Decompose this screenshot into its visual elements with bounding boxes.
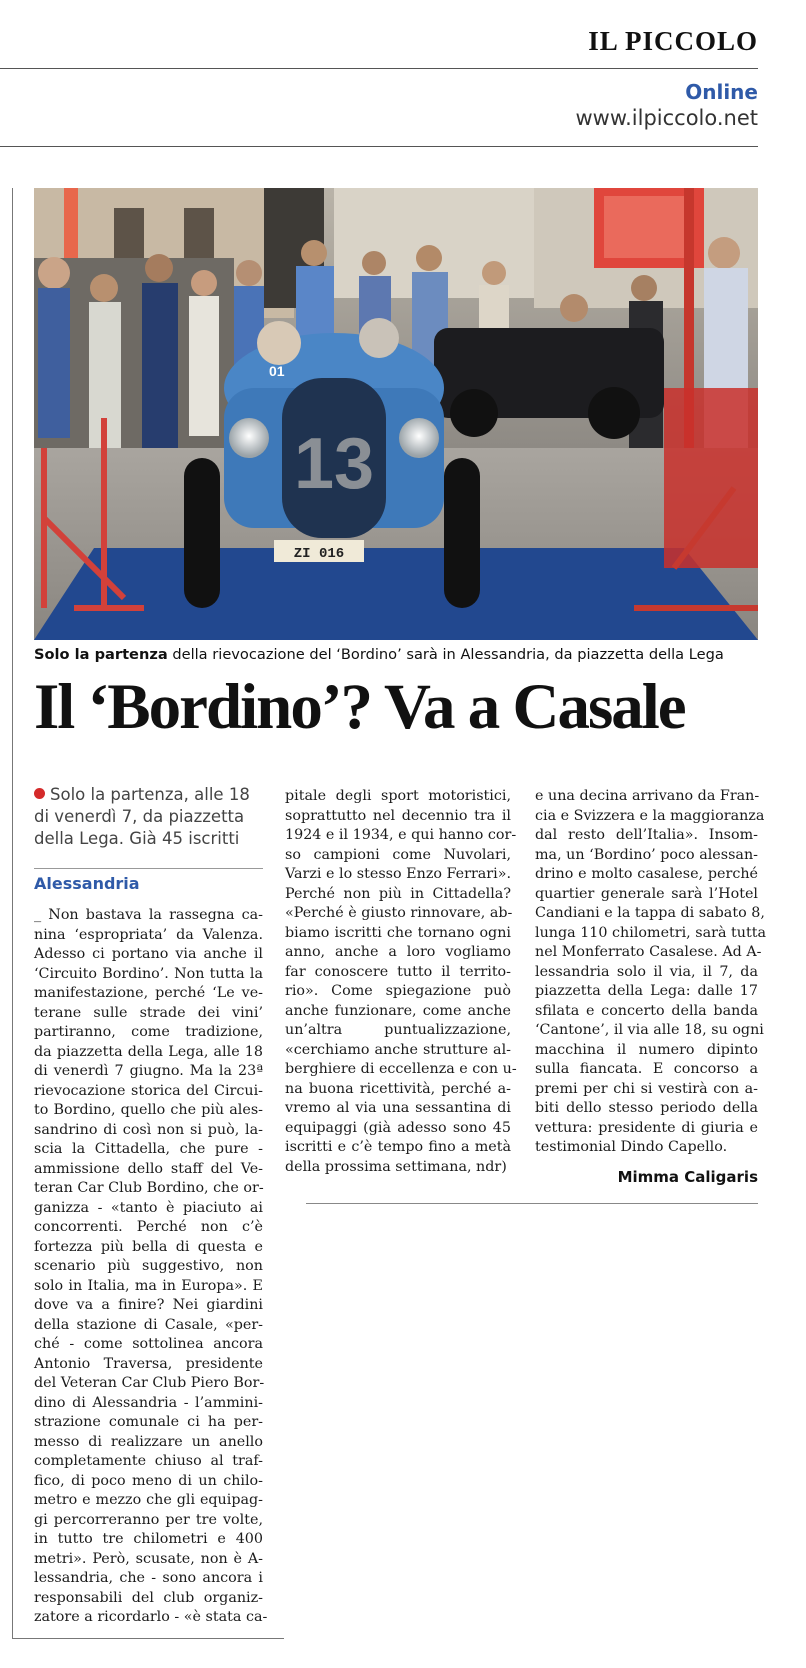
article-text-line: dove va a finire? Nei giardini xyxy=(34,1297,263,1313)
headline: Il ‘Bordino’? Va a Casale xyxy=(34,671,685,743)
article-text-line: nina ‘espropriata’ da Valenza. xyxy=(34,926,263,943)
article-text-line: macchina il numero dipinto xyxy=(535,1041,758,1058)
article-text-line: terane sulle strade dei vini’ xyxy=(34,1004,263,1021)
byline: Mimma Caligaris xyxy=(617,1168,758,1186)
article-text-line: lunga 110 chilometri, sarà tutta xyxy=(535,924,766,941)
article-text-line: biti dello stesso periodo della xyxy=(535,1100,758,1116)
article-text-line: ma, un ‘Bordino’ poco alessan- xyxy=(535,846,758,863)
article-text-line: un’altra puntualizzazione, xyxy=(285,1022,511,1038)
article-text-line: so campioni come Nuvolari, xyxy=(285,846,511,863)
photo-caption xyxy=(34,646,764,663)
article-text-line: e una decina arrivano da Fran- xyxy=(535,788,760,804)
article-text-line: pitale degli sport motoristici, xyxy=(285,788,511,804)
article-text-line: in tutto tre chilometri e 400 xyxy=(34,1531,263,1547)
article-text-line: to Bordino, quello che più ales- xyxy=(34,1102,263,1118)
article-text-line: ganizza - «tanto è piaciuto ai xyxy=(34,1199,263,1216)
article-text-line: fortezza più bella di questa e xyxy=(34,1238,263,1255)
article-text-line: premi per chi si vestirà con a- xyxy=(535,1080,758,1097)
caption-lead: Solo la partenza xyxy=(34,646,168,663)
left-margin-rule xyxy=(12,188,13,1638)
article-text-line: ché - come sottolinea ancora xyxy=(34,1336,263,1352)
article-text-line: 1924 e il 1934, e qui hanno cor- xyxy=(285,827,517,843)
summary xyxy=(34,784,264,850)
article-text-line: Antonio Traversa, presidente xyxy=(34,1355,263,1372)
article-text-line: piazzetta della Lega: dalle 17 xyxy=(535,983,758,999)
article-text-line: lessandria, che - sono ancora i xyxy=(34,1570,263,1586)
article-text-line: ammissione dello staff del Ve- xyxy=(34,1160,263,1177)
license-plate: ZI 016 xyxy=(293,546,345,562)
article-text-line: teran Car Club Bordino, che or- xyxy=(34,1180,264,1196)
summary-rule xyxy=(34,868,263,869)
article-text-line: quartier generale sarà l’Hotel xyxy=(535,885,758,902)
article-text-line: drino e molto casalese, perché xyxy=(535,866,758,882)
car-number: 13 xyxy=(293,424,375,504)
article-column-3 xyxy=(535,787,766,1158)
vintage-car-photo-icon xyxy=(34,188,758,640)
car-badge: 01 xyxy=(269,363,285,379)
bottom-rule xyxy=(12,1638,284,1639)
article-text-line: strazione comunale ci ha per- xyxy=(34,1414,263,1430)
article-text-line: sulla fiancata. E concorso a xyxy=(535,1061,758,1077)
article-text-line: Adesso ci portano via anche il xyxy=(34,946,263,962)
masthead: IL PICCOLO xyxy=(588,26,758,56)
article-text-line: scia la Cittadella, che pure - xyxy=(34,1141,263,1157)
summary-text: Solo la partenza, alle 18 di venerdì 7, da piazzetta della Lega. Già 45 iscritti xyxy=(34,785,250,848)
article-text-line: della prossima settimana, ndr) xyxy=(285,1158,507,1175)
location-label: Alessandria xyxy=(34,874,140,893)
article-text-line: far conoscere tutto il territo- xyxy=(285,963,511,980)
article-text-line: nel Monferrato Casalese. Ad A- xyxy=(535,944,762,960)
article-text-line: vettura: presidente di giuria e xyxy=(535,1119,758,1136)
article-column-2 xyxy=(285,787,517,1177)
article-text-line: partiranno, come tradizione, xyxy=(34,1024,263,1040)
article-text-line: Candiani e la tappa di sabato 8, xyxy=(535,905,765,921)
article-text-line: di venerdì 7 giugno. Ma la 23ª xyxy=(34,1063,263,1079)
article-text-line: biamo iscritti che tornano ogni xyxy=(285,924,511,941)
article-text-line: rio». Come spiegazione può xyxy=(285,983,511,999)
article-text-line: «cerchiamo anche strutture al- xyxy=(285,1041,511,1058)
article-text-line: _ Non bastava la rassegna ca- xyxy=(34,907,263,923)
article-text-line: berghiere di eccellenza e con u- xyxy=(285,1061,517,1077)
article-text-line: Perché non più in Cittadella? xyxy=(285,885,511,902)
article-text-line: ‘Cantone’, il via alle 18, su ogni xyxy=(535,1022,764,1038)
article-text-line: lessandria solo il via, il 7, da xyxy=(535,963,758,980)
article-end-rule xyxy=(306,1203,758,1204)
article-text-line: della stazione di Casale, «per- xyxy=(34,1316,263,1333)
article-text-line: completamente chiuso al traf- xyxy=(34,1453,263,1469)
article-text-line: equipaggi (già adesso sono 45 xyxy=(285,1119,511,1136)
article-text-line: gi percorreranno per tre volte, xyxy=(34,1511,263,1528)
article-text-line: anno, anche a loro vogliamo xyxy=(285,944,511,960)
article-text-line: del Veteran Car Club Piero Bor- xyxy=(34,1375,265,1391)
article-text-line: cia e Svizzera e la maggioranza xyxy=(535,807,765,824)
article-text-line: sfilata e concerto della banda xyxy=(535,1002,758,1019)
article-text-line: solo in Italia, ma in Europa». E xyxy=(34,1277,263,1294)
article-text-line: dino di Alessandria - l’ammini- xyxy=(34,1394,263,1411)
article-text-line: fico, di poco meno di un chilo- xyxy=(34,1472,263,1489)
article-text-line: da piazzetta della Lega, alle 18 xyxy=(34,1043,263,1060)
article-text-line: manifestazione, perché ‘Le ve- xyxy=(34,985,263,1001)
article-text-line: sandrino di così non si può, la- xyxy=(34,1121,263,1138)
masthead-rule xyxy=(0,68,758,69)
article-text-line: rievocazione storica del Circui- xyxy=(34,1082,263,1099)
article-text-line: iscritti e c’è tempo fino a metà xyxy=(285,1139,511,1155)
bullet-dot-icon xyxy=(34,788,45,799)
article-text-line: «Perché è giusto rinnovare, ab- xyxy=(285,905,513,921)
article-text-line: zatore a ricordarlo - «è stata ca- xyxy=(34,1609,268,1625)
article-column-1 xyxy=(34,906,268,1628)
article-text-line: concorrenti. Perché non c’è xyxy=(34,1219,263,1235)
article-photo xyxy=(34,188,758,640)
header-rule xyxy=(0,146,758,147)
article-text-line: ‘Circuito Bordino’. Non tutta la xyxy=(34,965,263,982)
article-text-line: vremo al via una sessantina di xyxy=(285,1100,511,1116)
article-text-line: soprattutto nel decennio tra il xyxy=(285,807,511,824)
article-text-line: messo di realizzare un anello xyxy=(34,1433,263,1450)
article-text-line: Varzi e lo stesso Enzo Ferrari». xyxy=(285,866,511,882)
article-text-line: metri». Però, scusate, non è A- xyxy=(34,1550,263,1567)
article-text-line: metro e mezzo che gli equipag- xyxy=(34,1492,263,1508)
caption-rest: della rievocazione del ‘Bordino’ sarà in Alessandria, da piazzetta della Lega xyxy=(167,646,724,663)
online-url[interactable]: www.ilpiccolo.net xyxy=(575,106,758,130)
article-text-line: dal resto dell’Italia». Insom- xyxy=(535,827,758,843)
article-text-line: anche funzionare, come anche xyxy=(285,1002,511,1019)
article-text-line: testimonial Dindo Capello. xyxy=(535,1139,728,1155)
article-text-line: responsabili del club organiz- xyxy=(34,1589,263,1606)
online-label: Online xyxy=(685,80,758,104)
article-text-line: na buona ricettività, perché a- xyxy=(285,1080,511,1097)
article-text-line: scenario più suggestivo, non xyxy=(34,1258,263,1274)
